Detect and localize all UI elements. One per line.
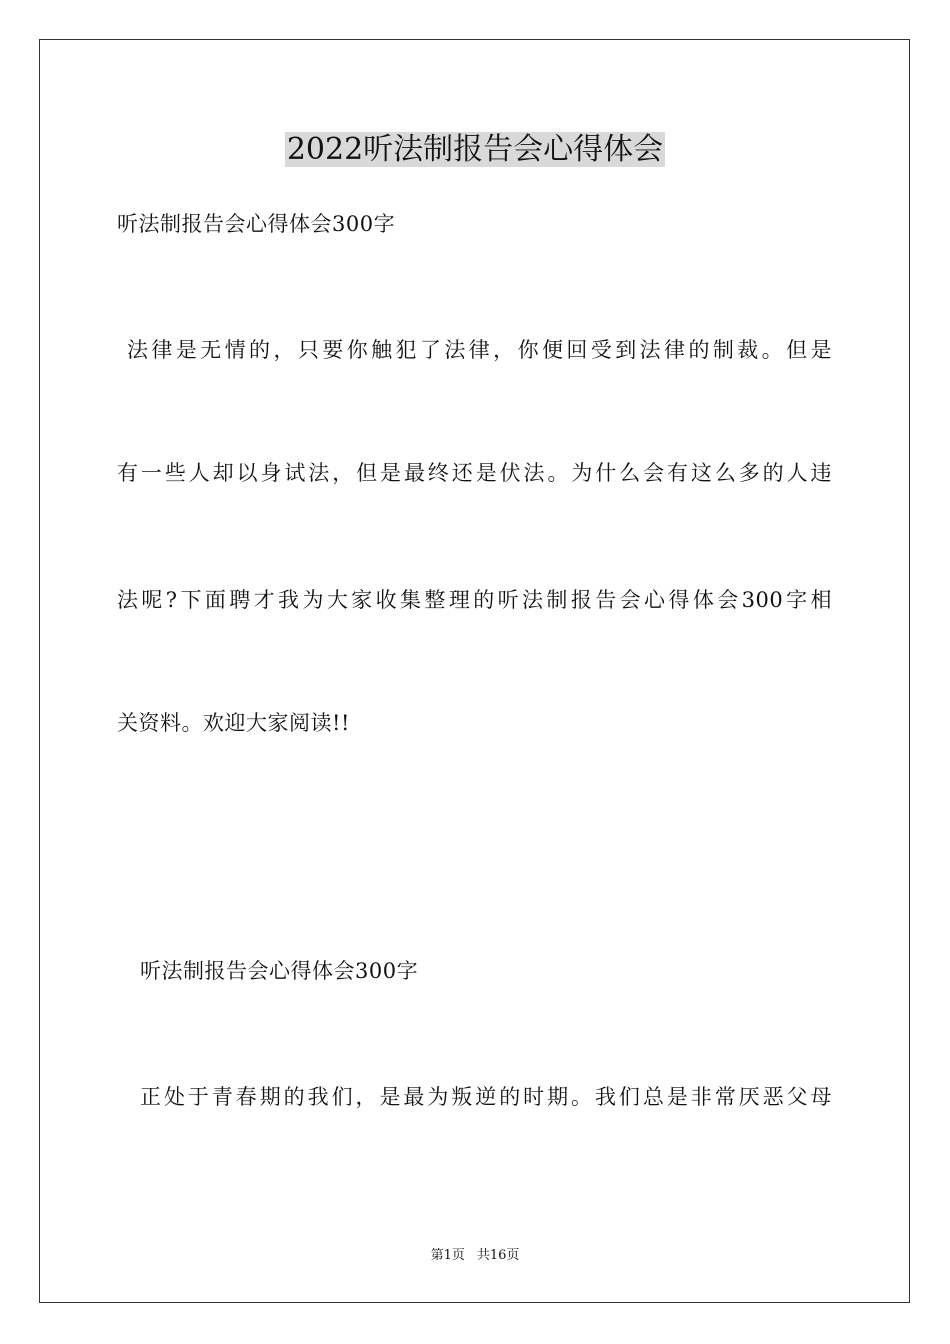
document-title-text: 2022听法制报告会心得体会: [286, 132, 664, 167]
section-heading-line: 听法制报告会心得体会300字: [140, 959, 419, 983]
page-number-total: 共16页: [476, 1248, 520, 1263]
subtitle-line: 听法制报告会心得体会300字: [117, 212, 396, 236]
paragraph-line: 法律是无情的，只要你触犯了法律，你便回受到法律的制裁。但是: [127, 338, 832, 362]
paragraph-line: 有一些人却以身试法，但是最终还是伏法。为什么会有这么多的人违: [117, 461, 832, 485]
page-footer: [0, 1246, 950, 1266]
paragraph-line: 关资料。欢迎大家阅读!!: [117, 711, 350, 735]
paragraph-line: 法呢?下面聘才我为大家收集整理的听法制报告会心得体会300字相: [117, 588, 832, 612]
document-title: [0, 128, 950, 172]
page-number-current: 第1页: [430, 1248, 465, 1263]
paragraph-line: 正处于青春期的我们，是最为叛逆的时期。我们总是非常厌恶父母: [140, 1085, 832, 1109]
